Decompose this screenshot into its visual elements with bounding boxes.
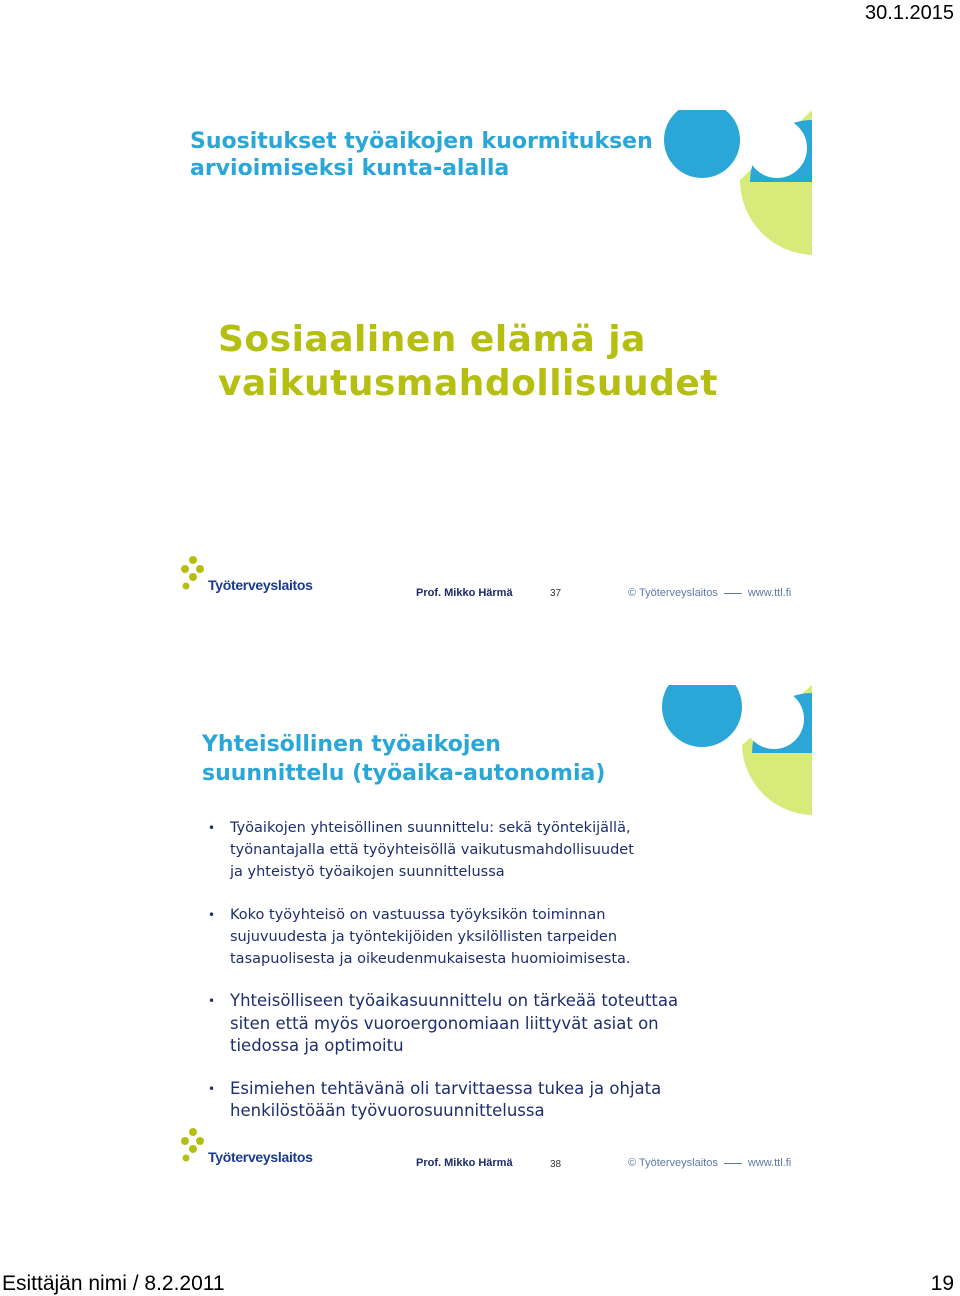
page-date: 30.1.2015 (865, 2, 954, 24)
footer-copyright-text: © Työterveyslaitos (628, 587, 718, 599)
slide-title (202, 730, 605, 788)
bullet-line: ja yhteistyö työaikojen suunnittelussa (230, 864, 505, 880)
slide-37 (170, 100, 810, 610)
slide-38 (170, 685, 810, 1185)
bullet-item (208, 904, 790, 970)
footer-copyright (628, 587, 791, 599)
ttl-logo-text: Työterveyslaitos (208, 577, 313, 593)
slide-decoration-graphic (662, 110, 812, 255)
slide-subtitle-line: Suositukset työaikojen kuormituksen (190, 129, 653, 154)
ttl-logo-icon (180, 1127, 206, 1165)
bullet-line: Työaikojen yhteisöllinen suunnittelu: sekä työntekijällä, (230, 820, 631, 836)
slide-decoration-graphic (662, 685, 812, 815)
bullet-line: siten että myös vuoroergonomiaan liittyvät asiat on (230, 1013, 659, 1033)
bullet-item (208, 1078, 790, 1123)
ttl-logo-text: Työterveyslaitos (208, 1149, 313, 1165)
footer-author: Prof. Mikko Härmä (416, 1157, 513, 1169)
footer-page-number: 37 (550, 588, 562, 599)
ttl-logo (180, 1127, 313, 1165)
slide-title-line: Sosiaalinen elämä ja (218, 319, 646, 360)
footer-url: www.ttl.fi (747, 1157, 792, 1169)
bullet-line: Koko työyhteisö on vastuussa työyksikön toiminnan (230, 907, 606, 923)
ttl-logo-icon (180, 555, 206, 593)
bullet-icon: • (208, 821, 216, 835)
bullet-icon: • (208, 994, 216, 1008)
bullet-line: Yhteisölliseen työaikasuunnittelu on tärkeää toteuttaa (230, 991, 679, 1010)
slide-title (218, 318, 718, 406)
footer-copyright (628, 1157, 791, 1169)
footer-url: www.ttl.fi (747, 587, 792, 599)
slide-title-line: suunnittelu (työaika-autonomia) (202, 761, 606, 786)
bullet-icon: • (208, 1081, 216, 1096)
bullet-item (208, 817, 790, 883)
footer-divider (724, 593, 742, 594)
bullet-line: henkilöstöään työvuorosuunnittelussa (230, 1101, 545, 1120)
bullet-line: tasapuolisesta ja oikeudenmukaisesta huomioimisesta. (230, 951, 631, 967)
footer-copyright-text: © Työterveyslaitos (628, 1157, 718, 1169)
slide-title-line: vaikutusmahdollisuudet (218, 363, 718, 404)
bullet-line: sujuvuudesta ja työntekijöiden yksilöllisten tarpeiden (230, 929, 618, 945)
bullet-icon: • (208, 908, 216, 922)
slide-title-line: Yhteisöllinen työaikojen (202, 732, 501, 757)
bullet-item (208, 990, 790, 1058)
footer-page-number: 38 (550, 1159, 562, 1170)
footer-author: Prof. Mikko Härmä (416, 587, 513, 599)
bullet-line: tiedossa ja optimoitu (230, 1036, 404, 1055)
presenter-footer: Esittäjän nimi / 8.2.2011 (2, 1272, 225, 1295)
bullet-list (208, 817, 790, 1123)
bullet-line: työnantajalla että työyhteisöllä vaikutusmahdollisuudet (230, 842, 634, 858)
footer-divider (724, 1163, 742, 1164)
slide-subtitle-line: arvioimiseksi kunta-alalla (190, 156, 510, 181)
ttl-logo (180, 555, 313, 593)
slide-subtitle (190, 128, 653, 182)
bullet-line: Esimiehen tehtävänä oli tarvittaessa tukea ja ohjata (230, 1078, 662, 1098)
document-page-number: 19 (930, 1272, 954, 1295)
